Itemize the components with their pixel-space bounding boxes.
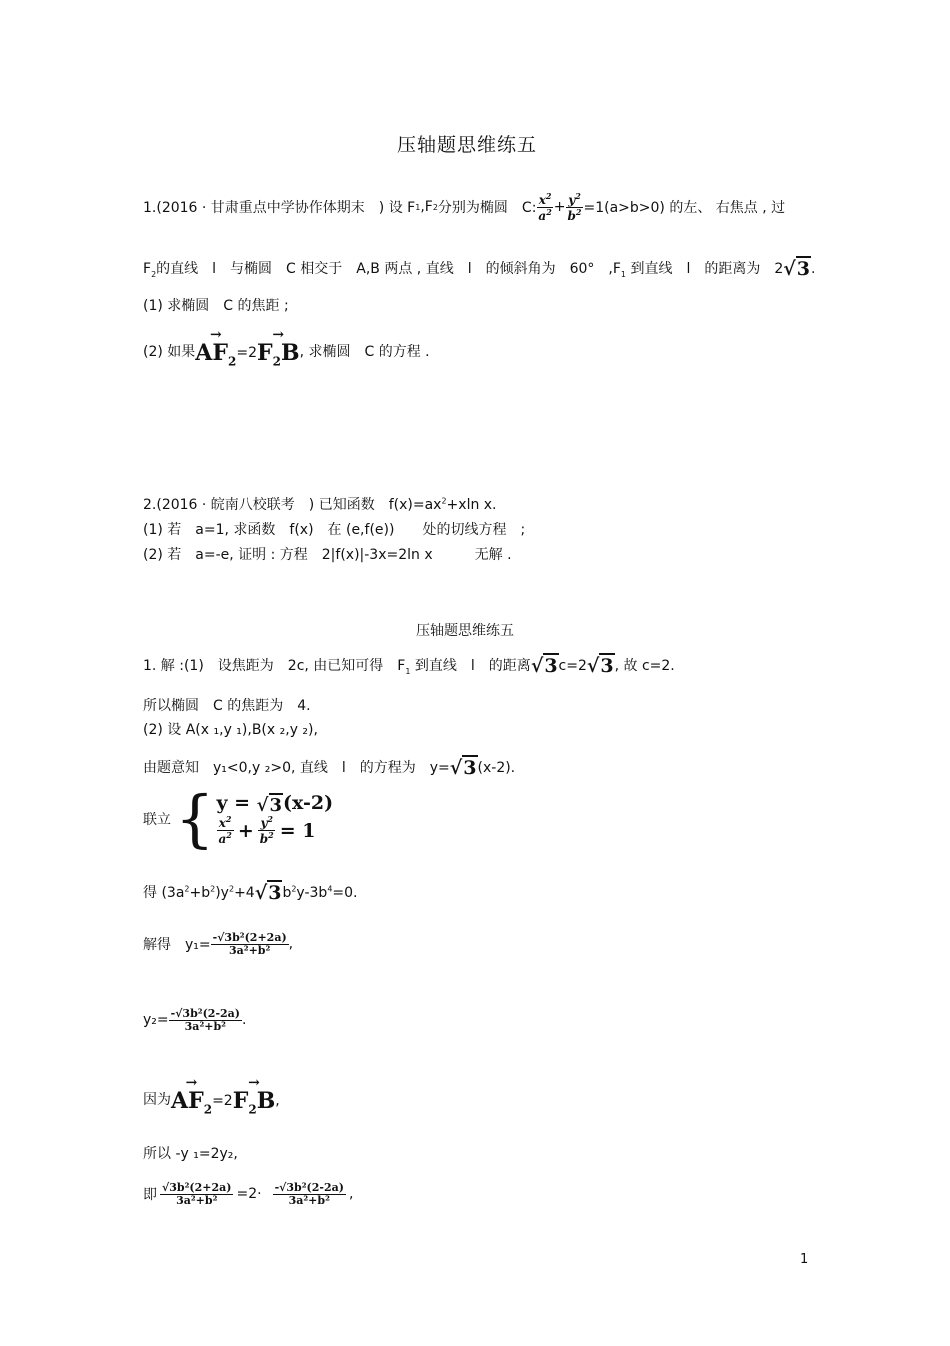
y2-over-b2: $\frac{y^2}{b^2}$ xyxy=(567,191,582,223)
answer-line1-b: 到直线 l 的距离 xyxy=(410,658,531,674)
lianli-label: 联立 xyxy=(143,812,171,828)
system-line xyxy=(143,782,334,855)
jiede-label: 解得 y₁= xyxy=(143,937,211,954)
de-c: )y xyxy=(215,885,229,901)
system-eq2: $\frac{x^2}{a^2}$ + $\frac{y^2}{b^2}$ = 1 xyxy=(218,814,316,846)
sys1-a: y = xyxy=(216,792,257,815)
q2-line1: 2.(2016 · 皖南八校联考 ) 已知函数 $f(x)=ax^2+xln$ x. xyxy=(143,496,497,513)
q2-part1: (1) 若 a=1, 求函数 f(x) 在 (e,f(e)) 处的切线方程 ; xyxy=(143,522,526,538)
q1-line2-b: 的直线 l 与椭圆 C 相交于 A,B 两点 , 直线 l 的倾斜角为 60° ,F xyxy=(156,261,621,277)
x2-over-a2: $\frac{x^2}{a^2}$ xyxy=(538,191,552,223)
de-b: +b xyxy=(189,885,211,901)
sqrt3: √3 xyxy=(783,258,810,280)
ji-label: 即 xyxy=(143,1187,157,1204)
answer-ji xyxy=(143,1182,353,1206)
sqrt3: √3 xyxy=(586,655,614,677)
de-e: b xyxy=(282,885,292,901)
answer-line1-d: , 故 c=2. xyxy=(614,658,675,674)
comma: , xyxy=(275,1093,280,1110)
de-f: y-3b xyxy=(296,885,328,901)
sqrt3: √3 xyxy=(254,882,282,904)
y1-fraction: $\frac{\text{-√3b²(2+2a)}}{\text{3a²+b²}}$ xyxy=(212,931,287,957)
q1-line1: 1.(2016 · 甘肃重点中学协作体期末 ) 设 F 1 ,F 2 分别为椭圆 C: $\frac{x^2}{a^2}$ + $\frac{y^2}{b^2}$ =1(a>b>0) 的左、 右焦点 , 过 xyxy=(143,191,786,223)
y2-label: y₂= xyxy=(143,1012,169,1029)
q1-line1-c: 分别为椭圆 C: xyxy=(437,200,537,217)
q1-line1-b: ,F xyxy=(420,199,433,216)
answer-line1-c: c=2 xyxy=(558,658,587,674)
yinwei-label: 因为 xyxy=(143,1092,171,1109)
comma: , xyxy=(288,936,294,953)
q1-part2-a: (2) 如果 xyxy=(143,344,196,361)
de-a: 得 (3a xyxy=(143,885,185,901)
answers-subtitle: 压轴题思维练五 xyxy=(416,623,514,639)
de-g: =0. xyxy=(332,885,358,901)
answer-suoyi: 所以 -y ₁=2y₂, xyxy=(143,1146,238,1162)
yinwei-eq: =2 xyxy=(212,1093,233,1110)
q1-line2: $F_2$的直线 l 与椭圆 C 相交于 A,B 两点 , 直线 l 的倾斜角为 60° $,F_1$ 到直线 l 的距离为 2√3. xyxy=(143,258,816,280)
q1-line1-a: 1.(2016 · 甘肃重点中学协作体期末 ) 设 F xyxy=(143,200,416,217)
q1-part2 xyxy=(143,330,430,367)
sqrt3: √3 xyxy=(530,655,558,677)
ji-fraction-left: $\frac{\text{√3b²(2+2a)}}{\text{3a²+b²}}$ xyxy=(162,1181,232,1207)
system-eq1: y = √3(x-2) xyxy=(216,792,334,817)
de-d: +4 xyxy=(234,885,255,901)
vector-af2: → $AF_2$ xyxy=(195,330,236,367)
page-number: 1 xyxy=(800,1252,809,1267)
q2-part2: (2) 若 a=-e, 证明 : 方程 2|f(x)|-3x=2ln x 无解 . xyxy=(143,547,512,563)
q1-part2-c: , 求椭圆 C 的方程 . xyxy=(299,344,430,361)
ji-eq: =2· xyxy=(236,1186,262,1203)
answer-line1-a: 1. 解 :(1) 设焦距为 2c, 由已知可得 F xyxy=(143,658,406,674)
answer-line3: (2) 设 A(x ₁,y ₁),B(x ₂,y ₂), xyxy=(143,722,318,738)
answer-line4-b: (x-2). xyxy=(477,760,516,776)
q2-line1-b: +xln x. xyxy=(446,497,497,513)
q1-line2-d: . xyxy=(811,261,816,277)
y2-fraction: $\frac{\text{-√3b²(2-2a)}}{\text{3a²+b²}}$ xyxy=(170,1007,241,1033)
sqrt3: √3 xyxy=(449,757,477,779)
q1-line2-a: F xyxy=(143,261,152,277)
left-brace: { xyxy=(175,782,215,855)
q1-line1-d: =1(a>b>0) 的左、 右焦点 , 过 xyxy=(583,200,786,217)
answer-jiede xyxy=(143,932,293,956)
answer-line4 xyxy=(143,757,515,778)
answer-yinwei xyxy=(143,1078,280,1115)
answer-line1: 1. 解 :(1) 设焦距为 2c, 由已知可得 $F_1$ 到直线 l 的距离√3c=2√3, 故 c=2. xyxy=(143,655,675,677)
comma: , xyxy=(348,1186,354,1203)
vector-af2: → $AF_2$ xyxy=(171,1078,212,1115)
sys2-rhs: = 1 xyxy=(279,819,316,842)
answer-y2: y₂= $\frac{\text{-√3b²(2-2a)}}{\text{3a²+b²}}$ . xyxy=(143,1007,247,1033)
vector-f2b: → $F_2B$ xyxy=(257,330,300,367)
q1-part1: (1) 求椭圆 C 的焦距 ; xyxy=(143,298,289,314)
q1-line2-c: 到直线 l 的距离为 2 xyxy=(626,261,784,277)
q1-part2-b: =2 xyxy=(236,345,257,362)
equation-system xyxy=(216,792,333,845)
answer-line4-a: 由题意知 y₁<0,y ₂>0, 直线 l 的方程为 y= xyxy=(143,760,450,776)
page-title: 压轴题思维练五 xyxy=(397,134,538,156)
sys1-b: (x-2) xyxy=(283,792,334,815)
answer-line2: 所以椭圆 C 的焦距为 4. xyxy=(143,698,311,714)
q2-line1-a: 2.(2016 · 皖南八校联考 ) 已知函数 f(x)=ax xyxy=(143,497,442,513)
ji-fraction-right: $\frac{\text{-√3b²(2-2a)}}{\text{3a²+b²}}$ xyxy=(274,1181,344,1207)
vector-f2b: → $F_2B$ xyxy=(233,1078,276,1115)
answer-de: 得 $(3a^2+b^2)y^2+4√3b^2y-3b^4=0$. xyxy=(143,882,358,904)
